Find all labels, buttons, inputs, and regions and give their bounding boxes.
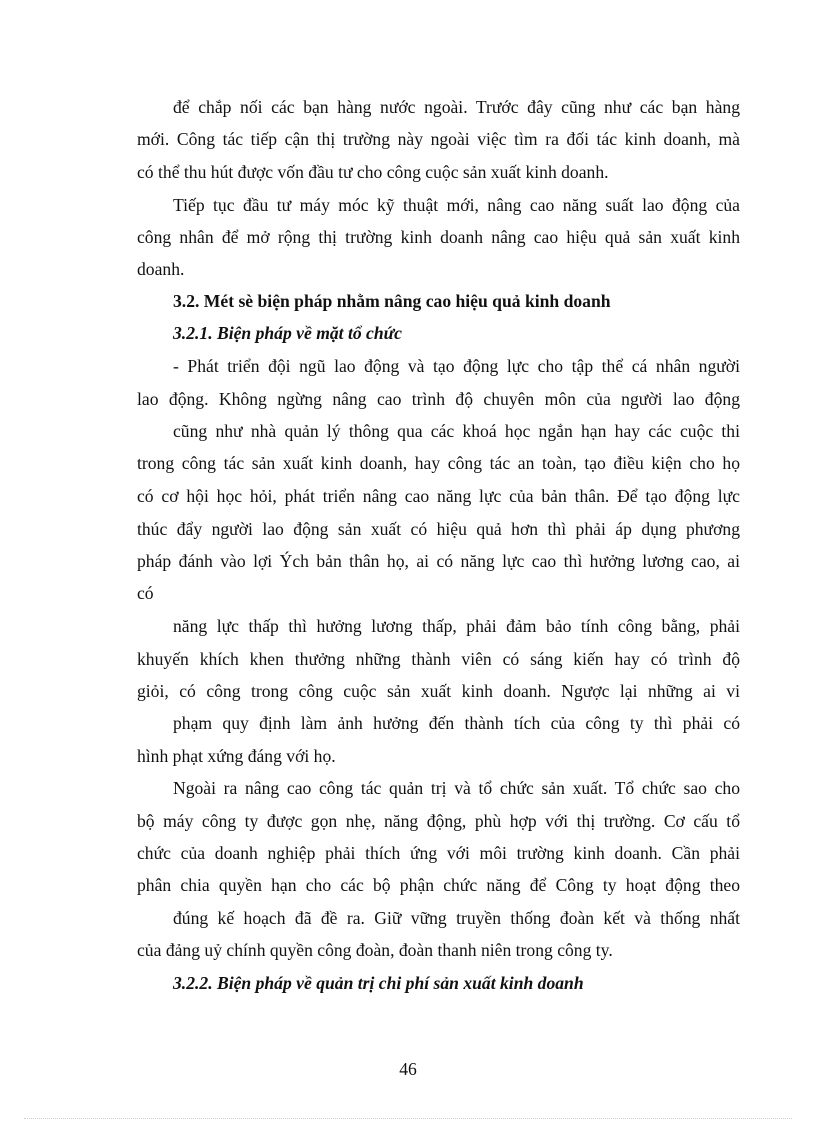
paragraph-line: chức của doanh nghiệp phải thích ứng với môi trường kinh doanh. Cần phải (137, 843, 740, 863)
paragraph-line: trong công tác sản xuất kinh doanh, hay công tác an toàn, tạo điều kiện cho họ (137, 453, 740, 473)
paragraph-line: phân chia quyền hạn cho các bộ phận chức năng để Công ty hoạt động theo (137, 875, 740, 895)
paragraph-line: cũng như nhà quản lý thông qua các khoá học ngắn hạn hay các cuộc thi (173, 421, 740, 441)
paragraph-line: đúng kế hoạch đã đề ra. Giữ vững truyền thống đoàn kết và thống nhất (173, 908, 740, 928)
paragraph-line: Ngoài ra nâng cao công tác quản trị và tổ chức sản xuất. Tổ chức sao cho (173, 778, 740, 798)
paragraph-line: mới. Công tác tiếp cận thị trường này ngoài việc tìm ra đối tác kinh doanh, mà (137, 129, 740, 149)
paragraph-line: năng lực thấp thì hưởng lương thấp, phải đảm bảo tính công bằng, phải (173, 616, 740, 636)
paragraph-line: bộ máy công ty được gọn nhẹ, năng động, phù hợp với thị trường. Cơ cấu tổ (137, 811, 740, 831)
paragraph-line: - Phát triển đội ngũ lao động và tạo động lực cho tập thể cá nhân người (173, 356, 740, 376)
paragraph-line: có cơ hội học hỏi, phát triển nâng cao năng lực của bản thân. Để tạo động lực (137, 486, 740, 506)
paragraph-line: của đảng uỷ chính quyền công đoàn, đoàn thanh niên trong công ty. (137, 940, 613, 960)
paragraph-line: khuyến khích khen thưởng những thành viên có sáng kiến hay có trình độ (137, 649, 740, 669)
paragraph-line: pháp đánh vào lợi Ých bản thân họ, ai có năng lực cao thì hưởng lương cao, ai (137, 551, 740, 571)
section-heading: 3.2. Mét sè biện pháp nhằm nâng cao hiệu quả kinh doanh (173, 291, 611, 311)
paragraph-line: lao động. Không ngừng nâng cao trình độ chuyên môn của người lao động (137, 389, 740, 409)
paragraph-line: công nhân để mở rộng thị trường kinh doanh nâng cao hiệu quả sản xuất kinh (137, 227, 740, 247)
paragraph-line: để chắp nối các bạn hàng nước ngoài. Trước đây cũng như các bạn hàng (173, 97, 740, 117)
paragraph-line: hình phạt xứng đáng với họ. (137, 746, 336, 766)
subsection-heading: 3.2.1. Biện pháp về mặt tổ chức (173, 323, 402, 343)
page-bottom-divider (24, 1118, 792, 1119)
paragraph-line: giỏi, có công trong công cuộc sản xuất kinh doanh. Ngược lại những ai vi (137, 681, 740, 701)
subsection-heading: 3.2.2. Biện pháp về quản trị chi phí sản xuất kinh doanh (173, 973, 584, 993)
paragraph-line: phạm quy định làm ảnh hưởng đến thành tích của công ty thì phải có (173, 713, 740, 733)
paragraph-line: có (137, 583, 154, 603)
paragraph-line: thúc đẩy người lao động sản xuất có hiệu quả hơn thì phải áp dụng phương (137, 519, 740, 539)
paragraph-line: Tiếp tục đầu tư máy móc kỹ thuật mới, nâng cao năng suất lao động của (173, 195, 740, 215)
paragraph-line: có thể thu hút được vốn đầu tư cho công cuộc sản xuất kinh doanh. (137, 162, 609, 182)
paragraph-line: doanh. (137, 259, 185, 279)
page-number: 46 (399, 1059, 417, 1079)
